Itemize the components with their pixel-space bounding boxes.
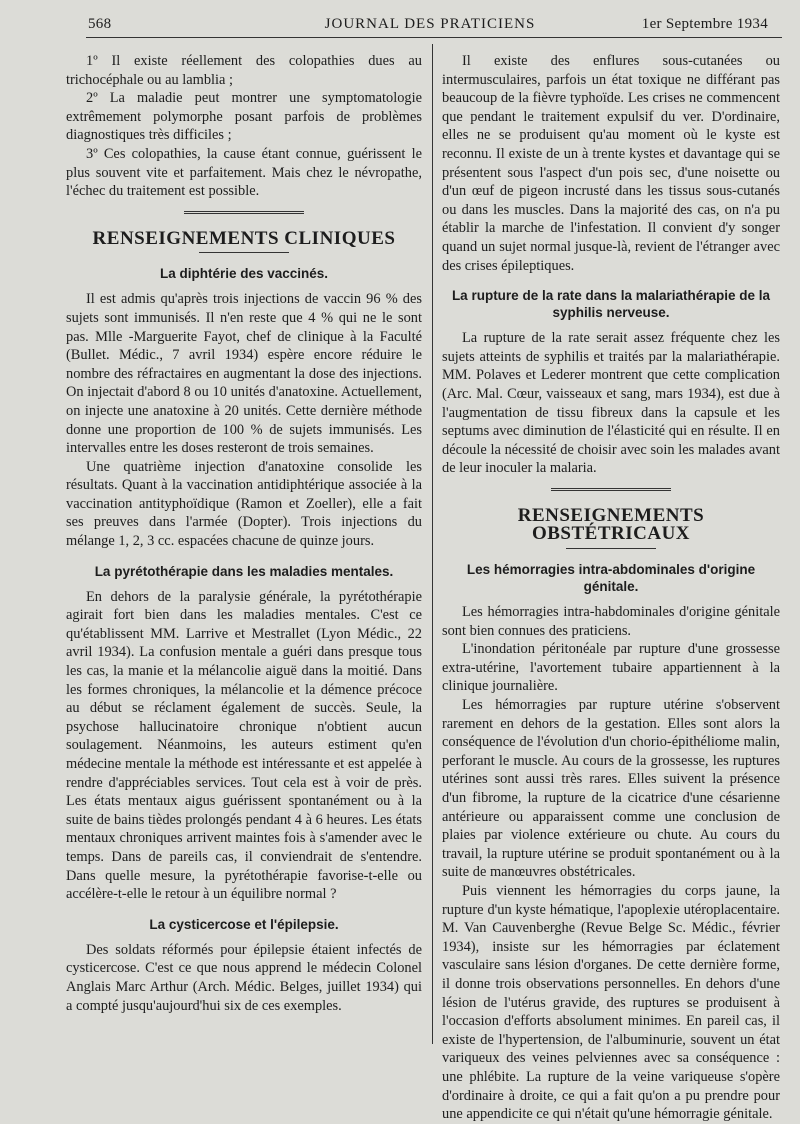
right-column — [442, 52, 780, 1124]
article-paragraph: Il existe des enflures sous-cutanées ou intermusculaires, parfois un état toxique ne différant pas beaucoup de la fièvre typhoïde. Les crises ne commencent que pendant le traitement expulsif du ver. D'ordinaire, elles ne se produisent qu'au moment où le kyste est reconnu. Il existe de un à trente kystes et davantage qui se présentent sous l'aspect d'un pois sec, d'une noisette ou d'un œuf de pigeon incrusté dans les tissus sous-cutanés ou dans les muscles. Dans la majorité des cas, on n'a pu établir la marche de l'infestation. Il convient d'y songer quand un sujet normal jusque-là, revient de l'étranger avec des crises épileptiques. — [442, 53, 780, 274]
left-column — [66, 52, 422, 1015]
article-paragraph: En dehors de la paralysie générale, la pyrétothérapie agirait fort bien dans les maladies mentales. C'est ce qu'établissent MM. Larrive et Mestrallet (Lyon Médic., 22 avril 1934). La confusion mentale a guéri dans presque tous les cas, la manie et la mélancolie aiguë dans la moitié. Dans les formes chroniques, la mélancolie et la démence précoce au début se réclament également de succès. Seule, la psychose hallucinatoire chronique n'obtient aucun soulagement. Néanmoins, les auteurs estiment qu'en médecine mentale la méthode est intéressante et est appelée à rendre d'appréciables services. Tout cela est à voir de près. Les états mentaux aigus guérissent spontanément ou à la suite de bains tièdes prolongés pendant 4 à 6 heures. Les états mentaux chroniques arrivent maintes fois à s'amender avec le temps. Dans de pareils cas, il conviendrait de s'entendre. Dans quelle mesure, la pyrétothérapie favorise-t-elle ou accélère-t-elle le retour à un équilibre normal ? — [66, 588, 422, 903]
article-paragraph: Des soldats réformés pour épilepsie étaient infectés de cysticercose. C'est ce que nous apprend le médecin Colonel Anglais Marc Arthur (Arch. Médic. Belges, juillet 1934) qui a compté jusqu'aujourd'hui six de ces exemples. — [66, 941, 422, 1014]
intro-point-3: 3º Ces colopathies, la cause étant connue, guérissent le plus souvent vite et parfaitement. Mais chez le névropathe, l'échec du traitement est possible. — [66, 145, 422, 200]
issue-date: 1er Septembre 1934 — [641, 16, 768, 32]
section-underline — [199, 252, 289, 253]
article-paragraph: Une quatrième injection d'anatoxine consolide les résultats. Quant à la vaccination antidiphtérique associée à la vaccination antityphoïdique (Ramon et Zoeller), elle a fait ses preuves dans l'armée (Dopter). Trois injections du mélange 1, 2, 3 cc. espacées chacune de quinze jours. — [66, 458, 422, 550]
article-title-diphtheria: La diphtérie des vaccinés. — [159, 266, 329, 282]
article-title-hemorrhages: Les hémorragies intra-abdominales d'origine génitale. — [466, 562, 756, 595]
article-title-pyretotherapy: La pyrétothérapie dans les maladies mentales. — [94, 563, 394, 579]
section-rule — [184, 211, 304, 216]
intro-point-2: 2º La maladie peut montrer une symptomatologie extrêmement polymorphe posant parfois de problèmes diagnostiques très difficiles ; — [66, 90, 422, 144]
section-title-clinical: RENSEIGNEMENTS CLINIQUES — [92, 227, 396, 249]
header-rule — [86, 37, 782, 38]
page-number: 568 — [88, 16, 112, 32]
journal-title: JOURNAL DES PRATICIENS — [324, 16, 536, 32]
article-paragraph: Les hémorragies par rupture utérine s'observent rarement en dehors de la gestation. Elles sont alors la conséquence de l'évolution d'un chorio-épithéliome malin, perforant le muscle. Au cours de la grossesse, les ruptures utérines sont aussi très rares. Elles suivent la présence d'un fibrome, la rupture de la cicatrice d'une césarienne antérieure ou apparaissent comme une conclusion de plaies par violence extérieure ou chute. Au cours du travail, la rupture utérine se produit spontanément ou à la suite de manœuvres obstétricales. — [442, 697, 780, 881]
intro-point-1: 1º Il existe réellement des colopathies dues au trichocéphale ou au lamblia ; — [66, 53, 422, 88]
article-title-spleen-rupture: La rupture de la rate dans la malariathérapie de la syphilis nerveuse. — [451, 288, 771, 321]
section-underline — [566, 548, 656, 549]
article-paragraph: Puis viennent les hémorragies du corps jaune, la rupture d'un kyste hématique, l'apoplexie utéroplacentaire. M. Van Cauvenberghe (Revue Belge Sc. Médic., février 1934), insiste sur les hémorragies par éclatement vasculaire sans lésion d'organes. De cette dernière forme, il donne trois observations personnelles. En dehors d'une lésion de l'utérus gravide, des ruptures se produisent à l'occasion d'efforts absolument minimes. En pareil cas, il existe de l'hypertension, de l'albuminurie, souvent un état variqueux des veines pelviennes avec sa conséquence : une phlébite. La rupture de la veine variqueuse s'opère d'ordinaire à droite, ce qui a fait qu'on a pu prendre pour une appendicite ce qui n'était qu'une hémorragie génitale. — [442, 882, 780, 1123]
article-title-cysticercosis: La cysticercose et l'épilepsie. — [149, 916, 339, 932]
section-rule — [551, 488, 671, 493]
column-divider — [432, 44, 433, 1044]
article-paragraph: L'inondation péritonéale par rupture d'une grossesse extra-utérine, l'avortement tubaire appartiennent à la clinique journalière. — [442, 641, 780, 695]
section-title-obstetric: RENSEIGNEMENTS OBSTÉTRICAUX — [517, 504, 705, 545]
article-paragraph: Les hémorragies intra-habdominales d'origine génitale sont bien connues des praticiens. — [442, 604, 780, 639]
article-paragraph: Il est admis qu'après trois injections de vaccin 96 % des sujets sont immunisés. Il n'en reste que 4 % qui ne le sont pas. Mlle -Marguerite Fayot, chef de clinique à la Faculté (Bullet. Médic., 7 avril 1934) espère encore réduire le nombre des réfractaires en augmentant la dose des injections. On injectait d'abord 8 ou 10 unités d'anatoxine. Actuellement, on injecte une anatoxine à 20 unités. Cette dernière méthode donne une proportion de 100 % de sujets immunisés. Les intervalles entre les doses resteront de trois semaines. — [66, 291, 422, 457]
article-paragraph: La rupture de la rate serait assez fréquente chez les sujets atteints de syphilis et traités par la malariathérapie. MM. Polaves et Lederer montrent que cette complication (Arc. Mal. Cœur, vaisseaux et sang, mars 1934), est due à l'augmentation de tissu fibreux dans la capsule et les septums avec diminution de l'élasticité qui en résulte. Il en découle la nécessité de choisir avec soin les malades avant de leur inoculer la malaria. — [442, 330, 780, 477]
